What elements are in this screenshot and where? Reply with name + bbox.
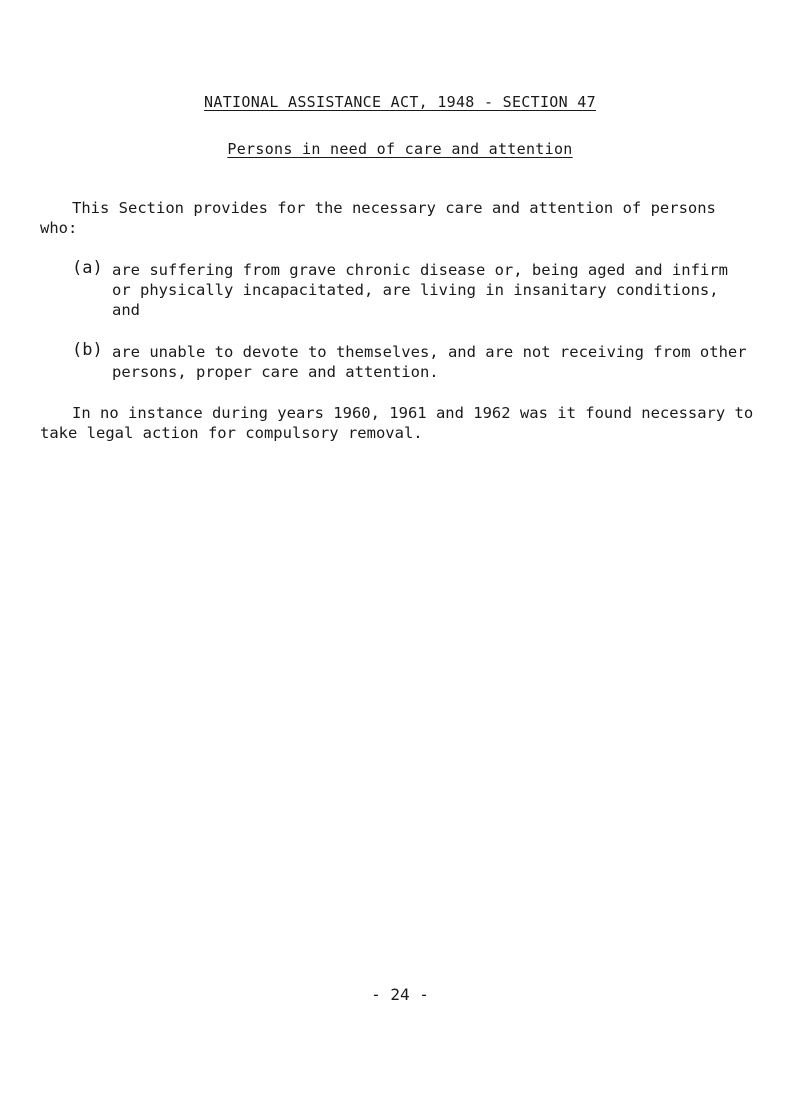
item-a-text: are suffering from grave chronic disease or, being aged and infirm or physically incapacitated, are living in insanitary conditions, and (112, 261, 728, 319)
closing-paragraph: In no instance during years 1960, 1961 and 1962 was it found necessary to take legal action for compulsory removal. (40, 404, 763, 442)
item-b-text: are unable to devote to themselves, and are not receiving from other persons, proper care and attention. (112, 343, 747, 381)
document-subtitle: Persons in need of care and attention (227, 140, 573, 158)
item-a-label: (a) (72, 258, 103, 278)
document-title: NATIONAL ASSISTANCE ACT, 1948 - SECTION 47 (204, 93, 596, 111)
page-number: - 24 - (371, 985, 429, 1004)
intro-paragraph: This Section provides for the necessary care and attention of persons who: (40, 199, 726, 237)
item-b-label: (b) (72, 340, 103, 360)
